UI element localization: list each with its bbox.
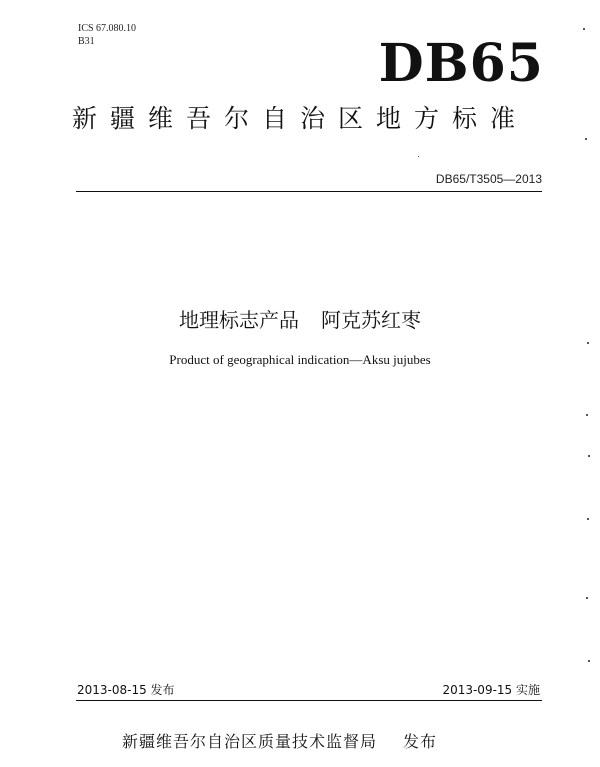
chinese-title <box>0 307 600 333</box>
implementation-date: 2013-09-15 实施 <box>442 683 540 697</box>
bottom-divider <box>76 700 542 701</box>
publisher-action: 发布 <box>403 732 438 751</box>
english-title: Product of geographical indication—Aksu jujubes <box>169 352 431 367</box>
publisher-line <box>122 732 437 752</box>
issue-date: 2013-08-15 发布 <box>77 683 175 697</box>
standard-number: DB65/T3505—2013 <box>435 172 542 186</box>
org-title: 新疆维吾尔自治区地方标准 <box>71 104 528 133</box>
publisher-name: 新疆维吾尔自治区质量技术监督局 <box>122 732 378 751</box>
standard-logo: DB65 <box>378 33 544 94</box>
top-divider <box>76 191 542 192</box>
ics-code: ICS 67.080.10 <box>78 23 137 34</box>
ccs-code: B31 <box>78 36 95 47</box>
chinese-title-part1: 地理标志产品 <box>179 308 299 332</box>
chinese-title-part2: 阿克苏红枣 <box>321 308 421 332</box>
